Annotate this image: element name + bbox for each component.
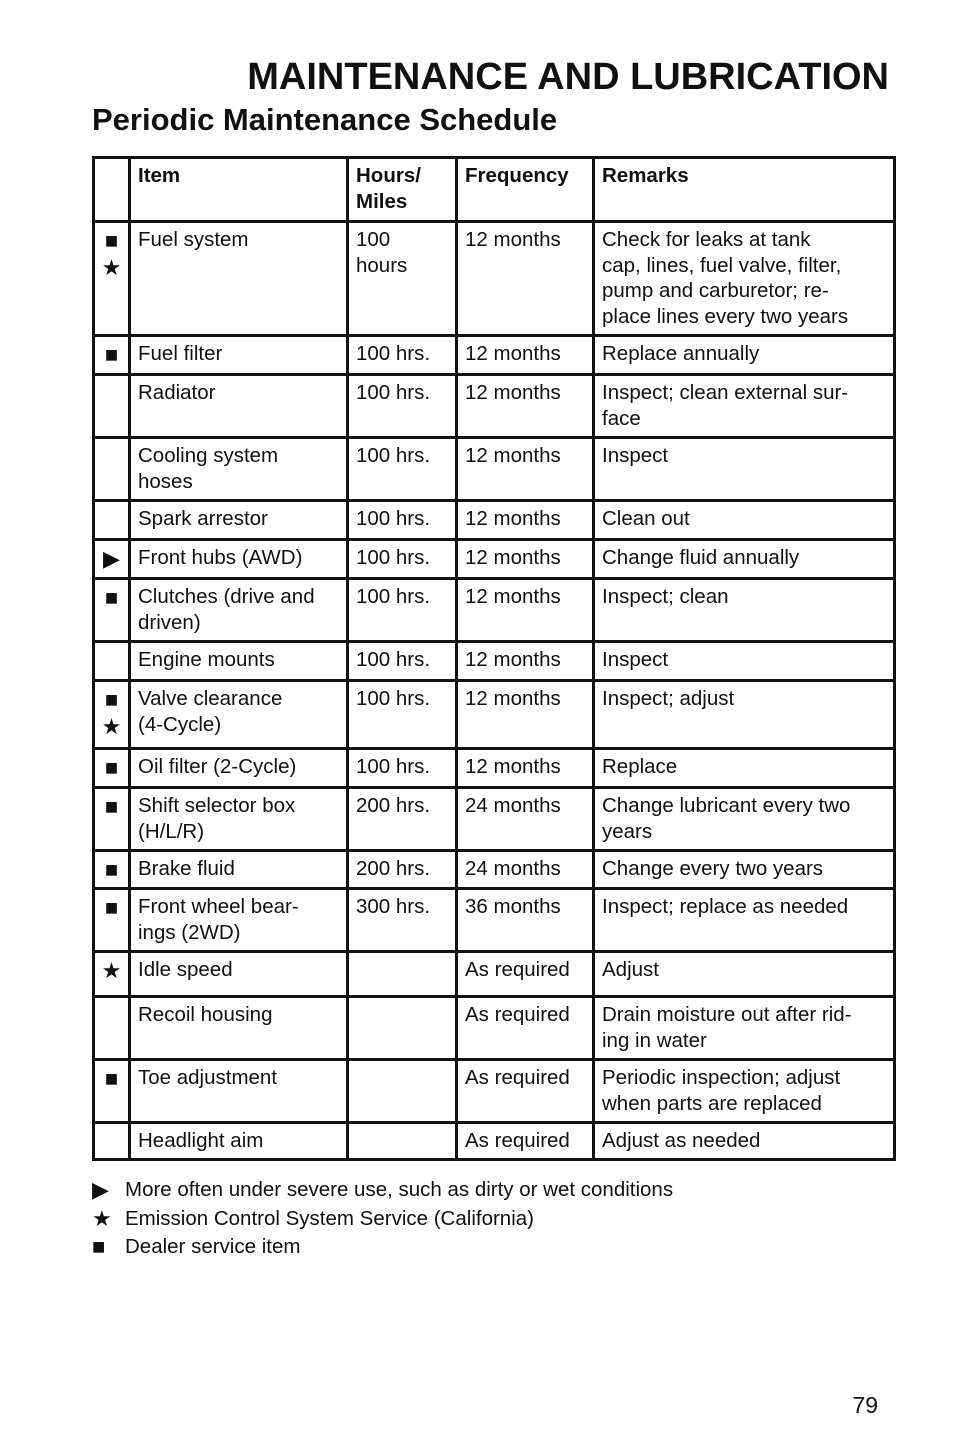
square-icon: ■ xyxy=(104,342,119,367)
remarks-cell: Clean out xyxy=(594,501,895,540)
row-symbols xyxy=(94,1123,130,1160)
remarks-cell: Change every two years xyxy=(594,851,895,889)
row-symbols xyxy=(94,222,130,336)
table-row xyxy=(94,681,895,749)
table-header-row xyxy=(94,158,895,222)
table-row xyxy=(94,889,895,952)
remarks-cell: Inspect xyxy=(594,642,895,681)
maintenance-schedule-table xyxy=(92,156,896,1161)
remarks-cell: Change fluid annually xyxy=(594,540,895,579)
row-symbols xyxy=(94,1060,130,1123)
remarks-cell: Inspect xyxy=(594,438,895,501)
row-symbols xyxy=(94,788,130,851)
table-body xyxy=(94,222,895,1160)
item-cell: Engine mounts xyxy=(130,642,348,681)
frequency-cell: As required xyxy=(457,1123,594,1160)
star-icon: ★ xyxy=(101,714,122,739)
table-row xyxy=(94,375,895,438)
frequency-cell: 12 months xyxy=(457,336,594,375)
row-symbols xyxy=(94,851,130,889)
row-symbols xyxy=(94,375,130,438)
column-header-frequency: Frequency xyxy=(457,158,594,222)
hours-cell: 100 hrs. xyxy=(348,501,457,540)
item-cell: Spark arrestor xyxy=(130,501,348,540)
item-cell: Oil filter (2-Cycle) xyxy=(130,749,348,788)
hours-cell xyxy=(348,1123,457,1160)
square-icon: ■ xyxy=(104,687,119,712)
frequency-cell: 36 months xyxy=(457,889,594,952)
remarks-cell: Replace xyxy=(594,749,895,788)
frequency-cell: As required xyxy=(457,1060,594,1123)
row-symbols xyxy=(94,579,130,642)
row-symbols xyxy=(94,540,130,579)
frequency-cell: 12 months xyxy=(457,375,594,438)
table-row xyxy=(94,1123,895,1160)
square-icon: ■ xyxy=(104,895,119,920)
row-symbols xyxy=(94,501,130,540)
table-row xyxy=(94,851,895,889)
hours-cell xyxy=(348,952,457,997)
remarks-cell: Replace annually xyxy=(594,336,895,375)
frequency-cell: 12 months xyxy=(457,222,594,336)
legend xyxy=(92,1176,673,1262)
table-row xyxy=(94,336,895,375)
remarks-cell: Inspect; clean xyxy=(594,579,895,642)
table-row xyxy=(94,997,895,1060)
frequency-cell: 12 months xyxy=(457,749,594,788)
triangle-icon: ▶ xyxy=(92,1177,109,1203)
page-title: MAINTENANCE AND LUBRICATION xyxy=(247,56,889,98)
row-symbols xyxy=(94,336,130,375)
hours-cell: 100 hrs. xyxy=(348,642,457,681)
symbol-column-header xyxy=(94,158,130,222)
hours-cell: 200 hrs. xyxy=(348,851,457,889)
column-header-hours: Hours/ Miles xyxy=(348,158,457,222)
item-cell: Brake fluid xyxy=(130,851,348,889)
page-number: 79 xyxy=(852,1392,878,1418)
table-row xyxy=(94,438,895,501)
item-cell: Fuel system xyxy=(130,222,348,336)
remarks-cell: Check for leaks at tank cap, lines, fuel valve, filter, pump and carburetor; re- place lines every two years xyxy=(594,222,895,336)
frequency-cell: 12 months xyxy=(457,642,594,681)
table-row xyxy=(94,749,895,788)
remarks-cell: Change lubricant every two years xyxy=(594,788,895,851)
star-icon: ★ xyxy=(92,1205,112,1231)
item-cell: Cooling system hoses xyxy=(130,438,348,501)
item-cell: Front hubs (AWD) xyxy=(130,540,348,579)
remarks-cell: Adjust as needed xyxy=(594,1123,895,1160)
star-icon: ★ xyxy=(101,958,122,983)
item-cell: Radiator xyxy=(130,375,348,438)
hours-cell: 100 hrs. xyxy=(348,540,457,579)
legend-item xyxy=(92,1176,673,1205)
square-icon: ■ xyxy=(104,857,119,882)
hours-cell: 200 hrs. xyxy=(348,788,457,851)
table-row xyxy=(94,501,895,540)
row-symbols xyxy=(94,642,130,681)
table-row xyxy=(94,642,895,681)
legend-text: Emission Control System Service (California) xyxy=(125,1206,534,1230)
remarks-cell: Drain moisture out after rid- ing in water xyxy=(594,997,895,1060)
item-cell: Fuel filter xyxy=(130,336,348,375)
table-row xyxy=(94,222,895,336)
remarks-cell: Inspect; adjust xyxy=(594,681,895,749)
item-cell: Clutches (drive and driven) xyxy=(130,579,348,642)
hours-cell: 100 hrs. xyxy=(348,681,457,749)
square-icon: ■ xyxy=(92,1234,106,1260)
column-header-item: Item xyxy=(130,158,348,222)
hours-cell: 100 hrs. xyxy=(348,375,457,438)
triangle-icon: ▶ xyxy=(103,546,120,571)
table-row xyxy=(94,1060,895,1123)
legend-text: More often under severe use, such as dirty or wet conditions xyxy=(125,1178,674,1202)
legend-item xyxy=(92,1205,673,1234)
item-cell: Valve clearance (4-Cycle) xyxy=(130,681,348,749)
star-icon: ★ xyxy=(101,255,122,280)
item-cell: Idle speed xyxy=(130,952,348,997)
hours-cell: 100 hours xyxy=(348,222,457,336)
table-row xyxy=(94,952,895,997)
item-cell: Recoil housing xyxy=(130,997,348,1060)
hours-cell: 100 hrs. xyxy=(348,438,457,501)
square-icon: ■ xyxy=(104,228,119,253)
table-row xyxy=(94,788,895,851)
hours-cell xyxy=(348,997,457,1060)
frequency-cell: 24 months xyxy=(457,788,594,851)
remarks-cell: Adjust xyxy=(594,952,895,997)
square-icon: ■ xyxy=(104,794,119,819)
row-symbols xyxy=(94,749,130,788)
remarks-cell: Inspect; clean external sur- face xyxy=(594,375,895,438)
row-symbols xyxy=(94,681,130,749)
hours-cell: 100 hrs. xyxy=(348,749,457,788)
frequency-cell: 12 months xyxy=(457,540,594,579)
remarks-cell: Periodic inspection; adjust when parts are replaced xyxy=(594,1060,895,1123)
hours-cell: 100 hrs. xyxy=(348,579,457,642)
frequency-cell: 12 months xyxy=(457,681,594,749)
frequency-cell: 12 months xyxy=(457,579,594,642)
hours-cell: 100 hrs. xyxy=(348,336,457,375)
hours-cell: 300 hrs. xyxy=(348,889,457,952)
remarks-cell: Inspect; replace as needed xyxy=(594,889,895,952)
frequency-cell: 12 months xyxy=(457,501,594,540)
square-icon: ■ xyxy=(104,755,119,780)
item-cell: Front wheel bear- ings (2WD) xyxy=(130,889,348,952)
square-icon: ■ xyxy=(104,1066,119,1091)
legend-text: Dealer service item xyxy=(125,1235,301,1259)
row-symbols xyxy=(94,438,130,501)
item-cell: Toe adjustment xyxy=(130,1060,348,1123)
square-icon: ■ xyxy=(104,585,119,610)
legend-item xyxy=(92,1233,673,1262)
frequency-cell: 24 months xyxy=(457,851,594,889)
row-symbols xyxy=(94,997,130,1060)
table-row xyxy=(94,540,895,579)
table-row xyxy=(94,579,895,642)
row-symbols xyxy=(94,952,130,997)
frequency-cell: As required xyxy=(457,952,594,997)
item-cell: Shift selector box (H/L/R) xyxy=(130,788,348,851)
frequency-cell: As required xyxy=(457,997,594,1060)
row-symbols xyxy=(94,889,130,952)
item-cell: Headlight aim xyxy=(130,1123,348,1160)
column-header-remarks: Remarks xyxy=(594,158,895,222)
frequency-cell: 12 months xyxy=(457,438,594,501)
hours-cell xyxy=(348,1060,457,1123)
section-title: Periodic Maintenance Schedule xyxy=(92,102,558,137)
